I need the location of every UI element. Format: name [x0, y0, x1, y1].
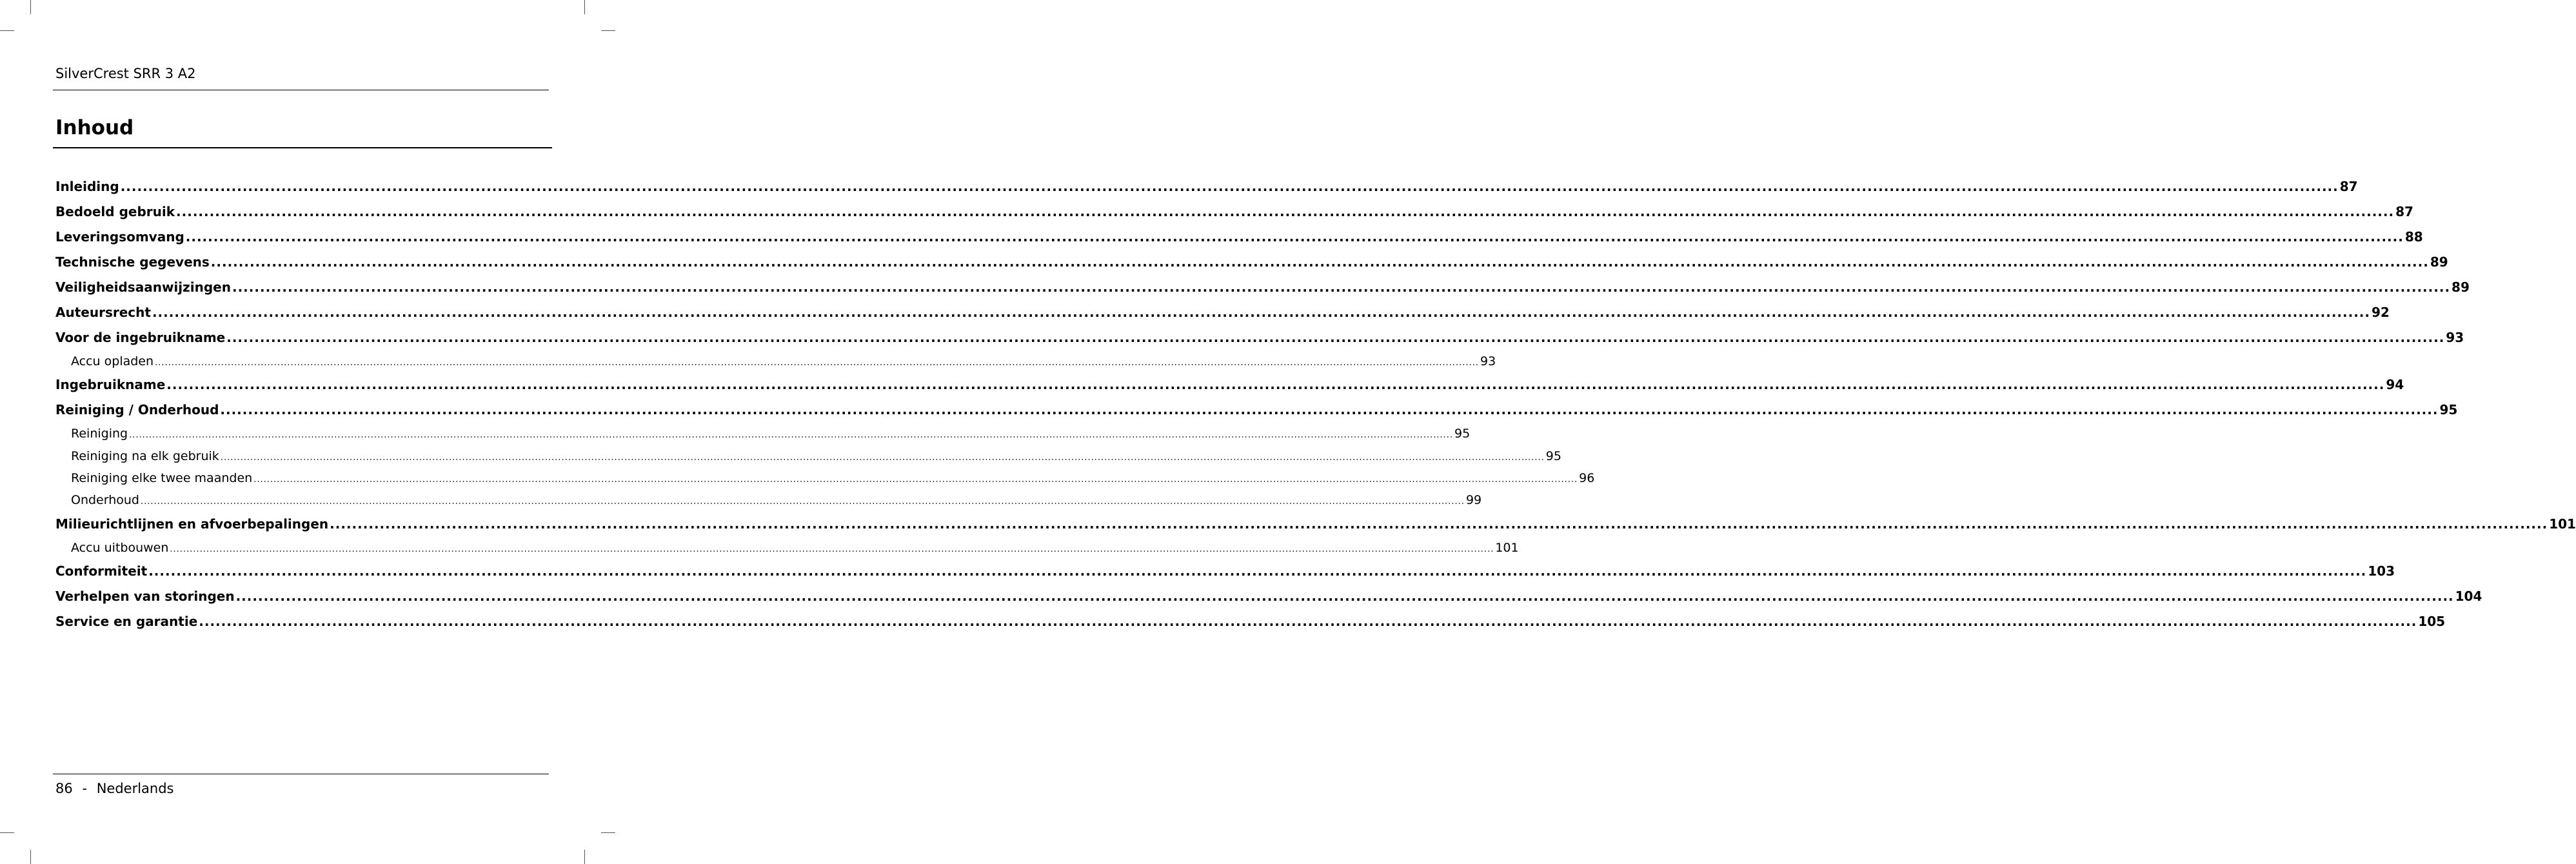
- toc-entry-page: 94: [2386, 377, 2404, 393]
- toc-entry-page: 101: [1495, 540, 1519, 555]
- toc-dot-leader: ................................................................................................................................................................................................................................................................................................................................................................................................................: [330, 516, 2548, 532]
- toc-dot-leader: ................................................................................................................................................................................................................................................................................................................................................................................................................: [148, 563, 2367, 579]
- toc-entry: [55, 397, 2458, 423]
- toc-entry-label: Milieurichtlijnen en afvoerbepalingen: [55, 516, 329, 532]
- toc-entry-label: Inleiding: [55, 179, 119, 194]
- toc-entry: [55, 174, 2358, 199]
- toc-entry: [55, 300, 2390, 325]
- crop-mark: [0, 30, 14, 31]
- toc-dot-leader: ................................................................................................................................................................................................................................................................................................................................................................................................................: [199, 613, 2417, 629]
- toc-entry-label: Reiniging / Onderhoud: [55, 402, 219, 418]
- toc-entry: [55, 275, 2470, 300]
- toc-entry: [55, 325, 2464, 350]
- crop-mark: [601, 30, 615, 31]
- toc-subentry: [55, 489, 1482, 511]
- toc-entry: [55, 372, 2404, 397]
- toc-entry-label: Accu uitbouwen: [71, 540, 169, 555]
- toc-entry: [55, 559, 2395, 584]
- toc-entry-label: Conformiteit: [55, 563, 148, 579]
- toc-subentry: [55, 467, 1595, 489]
- toc-entry-label: Onderhoud: [71, 493, 139, 508]
- toc-dot-leader: ................................................................................................................................................................................................................................................................................................................................................................................................................: [170, 544, 1494, 554]
- toc-dot-leader: ................................................................................................................................................................................................................................................................................................................................................................................................................: [185, 229, 2404, 245]
- toc-entry-label: Verhelpen van storingen: [55, 588, 235, 604]
- crop-mark: [584, 0, 585, 14]
- toc-dot-leader: ................................................................................................................................................................................................................................................................................................................................................................................................................: [129, 430, 1454, 441]
- toc-entry-page: 93: [1480, 354, 1496, 368]
- toc-dot-leader: ................................................................................................................................................................................................................................................................................................................................................................................................................: [120, 179, 2339, 194]
- toc-entry-label: Bedoeld gebruik: [55, 204, 175, 219]
- header-product-name: SilverCrest SRR 3 A2: [55, 66, 196, 81]
- toc-entry: [55, 225, 2423, 250]
- toc-entry-page: 87: [2339, 179, 2358, 194]
- toc-dot-leader: ................................................................................................................................................................................................................................................................................................................................................................................................................: [152, 305, 2370, 320]
- toc-dot-leader: ................................................................................................................................................................................................................................................................................................................................................................................................................: [210, 254, 2429, 270]
- toc-entry: [55, 512, 2576, 537]
- crop-mark: [30, 0, 31, 14]
- crop-mark: [30, 850, 31, 864]
- toc-entry-page: 89: [2452, 279, 2470, 295]
- toc-entry-page: 89: [2430, 254, 2448, 270]
- toc-entry-page: 95: [1454, 427, 1471, 441]
- toc-entry-page: 104: [2455, 588, 2482, 604]
- toc-entry-label: Accu opladen: [71, 354, 154, 368]
- toc-subentry: [55, 423, 1471, 445]
- footer-language: Nederlands: [96, 781, 174, 796]
- toc-dot-leader: ................................................................................................................................................................................................................................................................................................................................................................................................................: [226, 330, 2445, 345]
- toc-entry-page: 105: [2418, 613, 2446, 629]
- toc-dot-leader: ................................................................................................................................................................................................................................................................................................................................................................................................................: [220, 452, 1545, 463]
- toc-entry-label: Reiniging: [71, 427, 128, 441]
- toc-entry-label: Reiniging na elk gebruik: [71, 448, 219, 463]
- toc-entry: [55, 199, 2413, 225]
- title-rule: [53, 147, 552, 148]
- toc-dot-leader: ................................................................................................................................................................................................................................................................................................................................................................................................................: [141, 497, 1465, 507]
- toc-dot-leader: ................................................................................................................................................................................................................................................................................................................................................................................................................: [253, 474, 1578, 485]
- toc-entry-label: Reiniging elke twee maanden: [71, 470, 253, 485]
- toc-entry: [55, 609, 2446, 634]
- toc-entry-page: 93: [2446, 330, 2464, 345]
- toc-dot-leader: ................................................................................................................................................................................................................................................................................................................................................................................................................: [176, 204, 2395, 219]
- footer-separator: -: [82, 781, 87, 796]
- crop-mark: [0, 832, 14, 833]
- toc-dot-leader: ................................................................................................................................................................................................................................................................................................................................................................................................................: [166, 377, 2385, 393]
- toc-dot-leader: ................................................................................................................................................................................................................................................................................................................................................................................................................: [155, 358, 1479, 368]
- toc-entry-label: Service en garantie: [55, 613, 198, 629]
- toc-entry-label: Technische gegevens: [55, 254, 210, 270]
- toc-entry-page: 95: [2439, 402, 2458, 418]
- toc-dot-leader: ................................................................................................................................................................................................................................................................................................................................................................................................................: [235, 588, 2454, 604]
- page-title: Inhoud: [55, 116, 134, 139]
- toc-dot-leader: ................................................................................................................................................................................................................................................................................................................................................................................................................: [232, 279, 2451, 295]
- toc-entry-label: Voor de ingebruikname: [55, 330, 226, 345]
- toc-subentry: [55, 350, 1496, 372]
- toc-entry: [55, 584, 2482, 609]
- toc-dot-leader: ................................................................................................................................................................................................................................................................................................................................................................................................................: [220, 402, 2439, 418]
- toc-entry-page: 87: [2395, 204, 2413, 219]
- toc-entry-label: Ingebruikname: [55, 377, 166, 393]
- toc-entry: [55, 250, 2448, 275]
- toc-entry-label: Auteursrecht: [55, 305, 151, 320]
- toc-subentry: [55, 445, 1561, 467]
- crop-mark: [601, 832, 615, 833]
- crop-mark: [584, 850, 585, 864]
- toc-entry-page: 95: [1545, 448, 1561, 463]
- toc-entry-label: Leveringsomvang: [55, 229, 184, 245]
- toc-entry-page: 92: [2372, 305, 2390, 320]
- toc-entry-label: Veiligheidsaanwijzingen: [55, 279, 231, 295]
- toc-entry-page: 88: [2404, 229, 2423, 245]
- toc-entry-page: 99: [1465, 493, 1482, 508]
- toc-entry-page: 103: [2368, 563, 2395, 579]
- toc-subentry: [55, 537, 1519, 559]
- footer-page-number: 86: [55, 781, 73, 796]
- toc-entry-page: 96: [1579, 470, 1595, 485]
- footer: [55, 779, 173, 798]
- toc-entry-page: 101: [2549, 516, 2576, 532]
